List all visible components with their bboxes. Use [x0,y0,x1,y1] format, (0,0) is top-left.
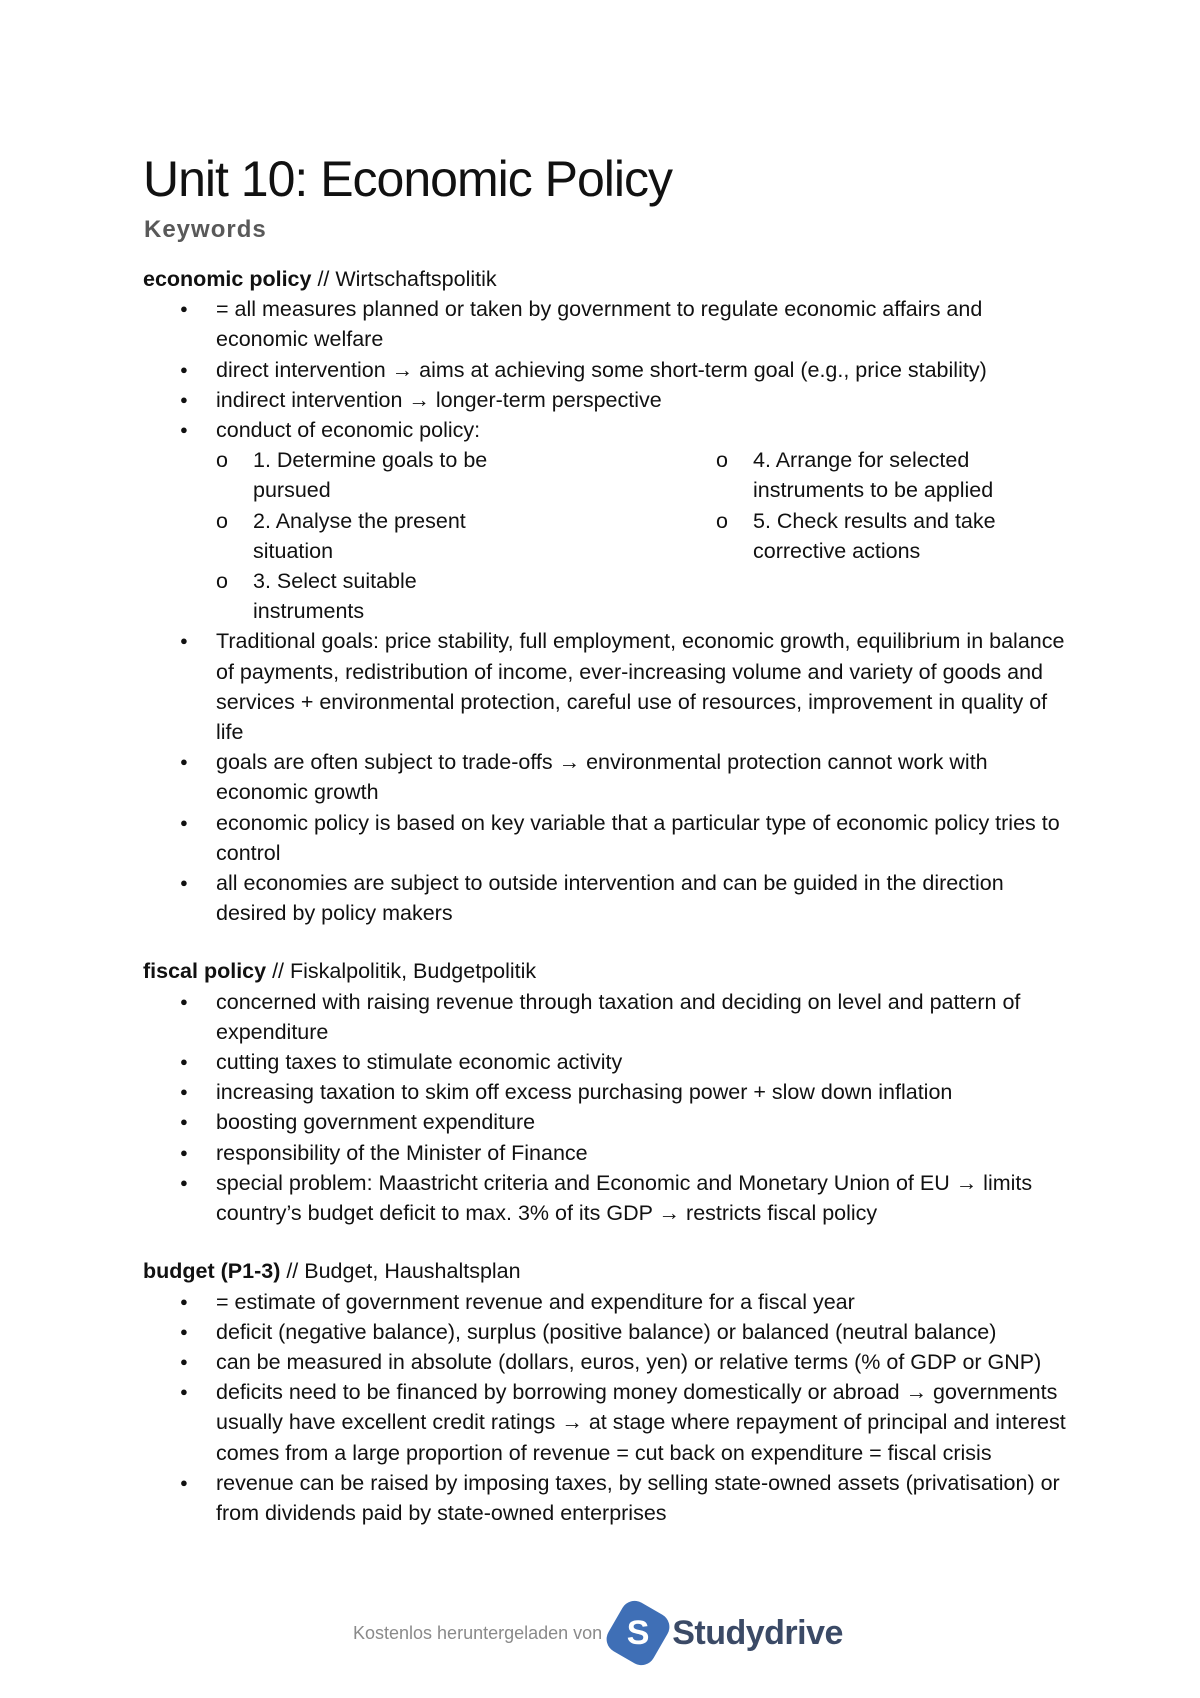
page-title: Unit 10: Economic Policy [143,151,673,207]
steps-left-column [216,445,516,626]
list-item: ● indirect intervention → longer-term perspective [143,385,1073,415]
step-item: o 2. Analyse the present situation [216,506,516,566]
list-item: ● special problem: Maastricht criteria and Economic and Monetary Union of EU → limits country’s budget deficit to max. 3% of its GDP → restricts fiscal policy [143,1168,1073,1228]
list-item: ● revenue can be raised by imposing taxes, by selling state-owned assets (privatisation) or from dividends paid by state-owned enterprises [143,1468,1073,1528]
list-item: ● cutting taxes to stimulate economic activity [143,1047,1073,1077]
list-item: ● boosting government expenditure [143,1107,1073,1137]
list-item: ● economic policy is based on key variable that a particular type of economic policy tries to control [143,808,1073,868]
document-body [143,264,1073,1528]
download-footer [353,1605,843,1661]
bullet-list [143,1287,1073,1529]
list-item: ● concerned with raising revenue through taxation and deciding on level and pattern of expenditure [143,987,1073,1047]
section-budget [143,1256,1073,1528]
section-term: fiscal policy [143,959,267,984]
list-item: ● deficit (negative balance), surplus (positive balance) or balanced (neutral balance) [143,1317,1073,1347]
bullet-list [143,626,1073,928]
section-translation: // Budget, Haushaltsplan [280,1259,521,1284]
logo-letter: S [626,1613,650,1652]
step-item: o 3. Select suitable instruments [216,566,516,626]
section-heading [143,1256,1073,1286]
list-item: ● = estimate of government revenue and expenditure for a fiscal year [143,1287,1073,1317]
bullet-list [143,294,1073,445]
list-item: ● goals are often subject to trade-offs → environmental protection cannot work with economic growth [143,747,1073,807]
section-economic-policy [143,264,1073,928]
step-item: o 1. Determine goals to be pursued [216,445,516,505]
list-item: ● direct intervention → aims at achieving some short-term goal (e.g., price stability) [143,355,1073,385]
section-translation: // Wirtschaftspolitik [311,267,497,291]
section-fiscal-policy [143,956,1073,1228]
bullet-list [143,987,1073,1229]
list-item: ● can be measured in absolute (dollars, euros, yen) or relative terms (% of GDP or GNP) [143,1347,1073,1377]
brand-name[interactable]: Studydrive [672,1613,843,1652]
steps-right-column [716,445,1006,626]
list-item: ● deficits need to be financed by borrowing money domestically or abroad → governments usually have excellent credit ratings → at stage where repayment of principal and interest comes from a large proportion of revenue = cut back on expenditure = fiscal crisis [143,1377,1073,1468]
list-item: ● increasing taxation to skim off excess purchasing power + slow down inflation [143,1077,1073,1107]
step-item: o 4. Arrange for selected instruments to be applied [716,445,1006,505]
section-heading [143,264,1073,294]
page-subtitle: Keywords [144,216,267,243]
list-item: ● = all measures planned or taken by government to regulate economic affairs and economic welfare [143,294,1073,354]
footer-text: Kostenlos heruntergeladen von [353,1622,603,1643]
section-heading [143,956,1073,986]
list-item: ● responsibility of the Minister of Finance [143,1138,1073,1168]
section-term: economic policy [143,267,312,291]
studydrive-logo-icon[interactable] [602,1596,675,1670]
section-term: budget (P1-3) [143,1259,281,1284]
list-item: ● conduct of economic policy: [143,415,1073,445]
policy-steps [143,445,1073,626]
step-item: o 5. Check results and take corrective actions [716,506,1006,566]
list-item: ● Traditional goals: price stability, full employment, economic growth, equilibrium in balance of payments, redistribution of income, ever-increasing volume and variety of goods and services + environmental protection, careful use of resources, improvement in quality of life [143,626,1073,747]
section-translation: // Fiskalpolitik, Budgetpolitik [266,959,537,984]
list-item: ● all economies are subject to outside intervention and can be guided in the direction desired by policy makers [143,868,1073,928]
